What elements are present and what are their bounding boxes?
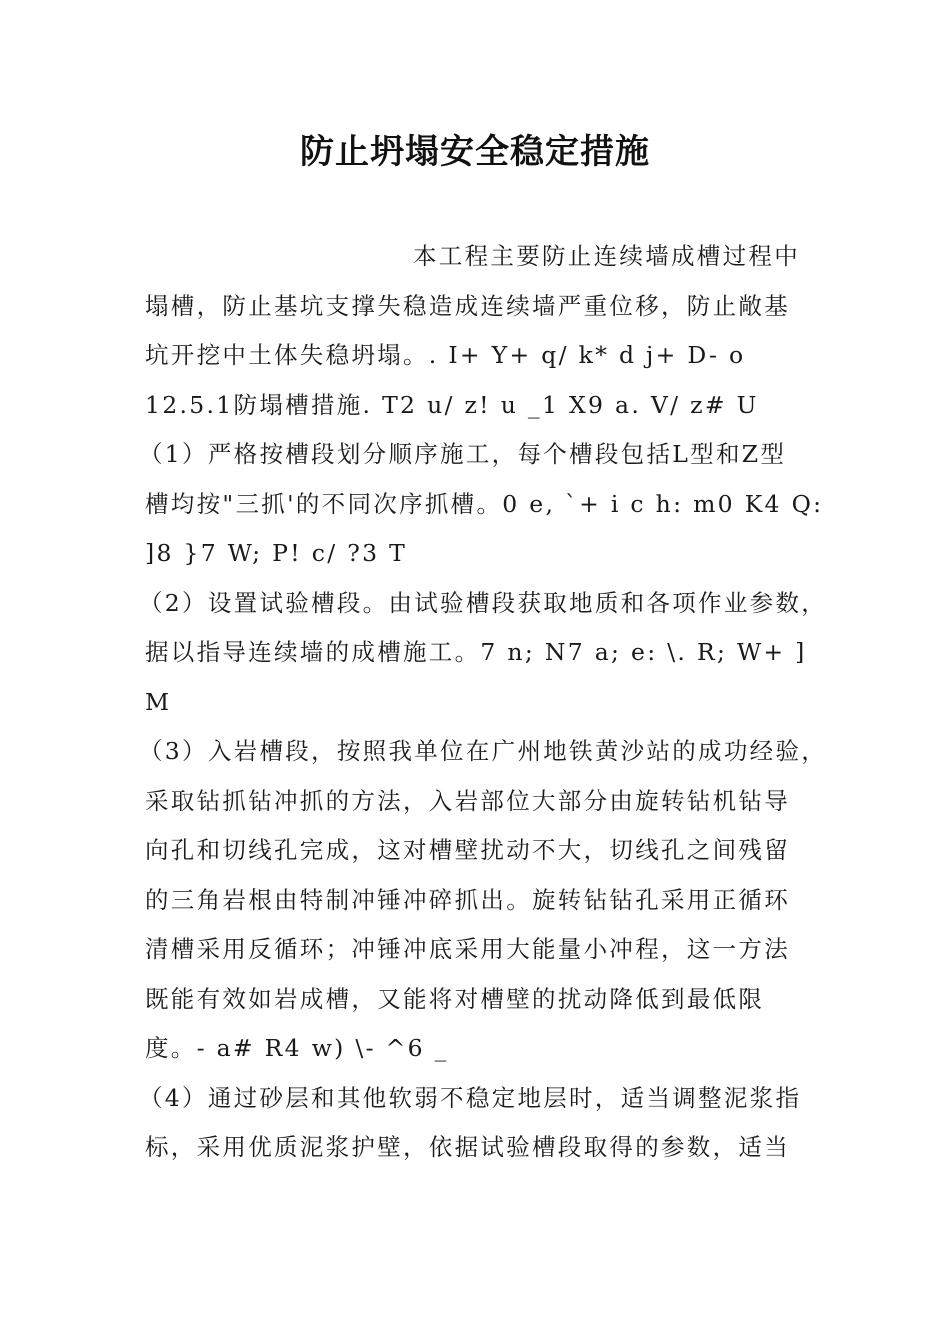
body-line: 12.5.1防塌槽措施. T2 u/ z! u _1 X9 a. V/ z# U xyxy=(145,390,759,419)
body-line: 据以指导连续墙的成槽施工。7 n; N7 a; e: \. R; W+ ] xyxy=(145,638,807,666)
body-line: 本工程主要防止连续墙成槽过程中 xyxy=(413,242,800,270)
body-line: 既能有效如岩成槽，又能将对槽壁的扰动降低到最低限 xyxy=(145,984,765,1013)
body-line: ]8 }7 W; P! c/ ?3 T xyxy=(145,539,408,567)
body-line: （2）设置试验槽段。由试验槽段获取地质和各项作业参数， xyxy=(139,588,828,617)
body-line: 槽均按"三抓'的不同次序抓槽。0 e, `+ i c h: m0 K4 Q: xyxy=(145,489,824,518)
body-line: 的三角岩根由特制冲锤冲碎抓出。旋转钻钻孔采用正循环 xyxy=(145,885,790,914)
body-line: 向孔和切线孔完成，这对槽壁扰动不大，切线孔之间残留 xyxy=(145,836,790,864)
document-title: 防止坍塌安全稳定措施 xyxy=(300,132,650,172)
body-line: 采取钻抓钻冲抓的方法，入岩部位大部分由旋转钻机钻导 xyxy=(145,786,790,815)
body-line: M xyxy=(145,687,172,716)
body-line: 度。- a# R4 w) \- ^6 _ xyxy=(145,1034,449,1062)
body-line: 标，采用优质泥浆护壁，依据试验槽段取得的参数，适当 xyxy=(145,1133,790,1161)
document-body xyxy=(139,232,828,1173)
body-line: 塌槽，防止基坑支撑失稳造成连续墙严重位移，防止敞基 xyxy=(145,291,790,320)
body-line: 坑开挖中土体失稳坍塌。. I+ Y+ q/ k* d j+ D- o xyxy=(145,341,746,369)
body-line: （1）严格按槽段划分顺序施工，每个槽段包括L型和Z型 xyxy=(139,440,787,468)
body-line: （4）通过砂层和其他软弱不稳定地层时，适当调整泥浆指 xyxy=(139,1083,802,1112)
body-line: （3）入岩槽段，按照我单位在广州地铁黄沙站的成功经验， xyxy=(139,737,828,765)
body-line: 清槽采用反循环；冲锤冲底采用大能量小冲程，这一方法 xyxy=(145,935,790,963)
